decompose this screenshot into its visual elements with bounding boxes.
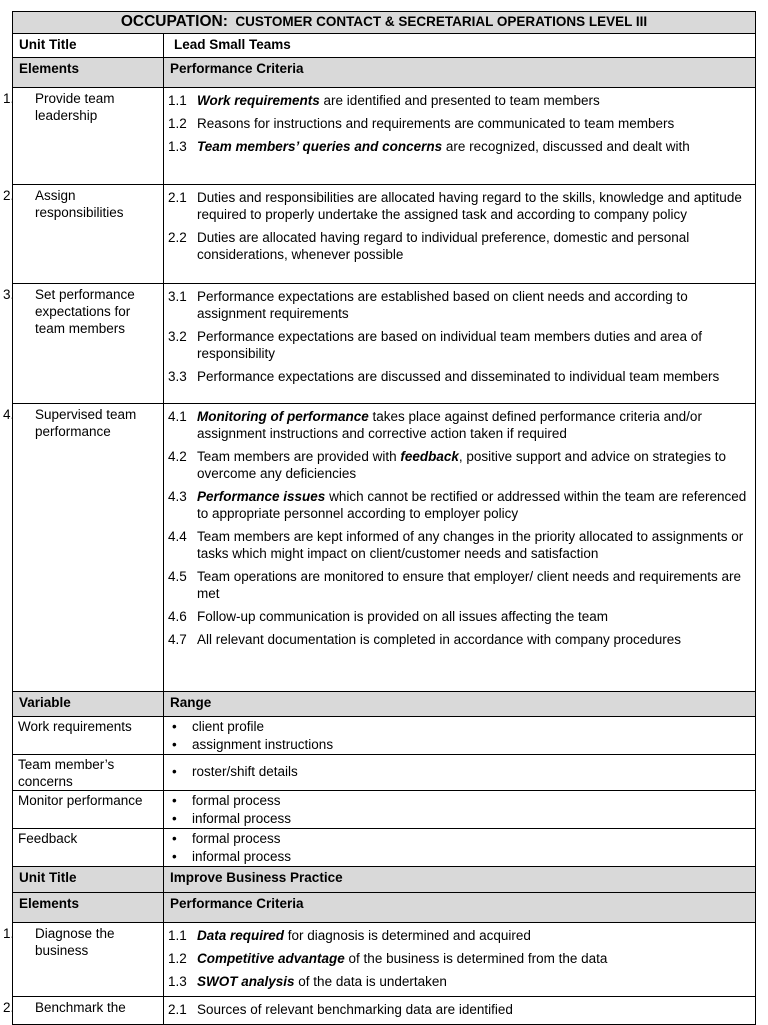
range-cell [164,791,756,829]
variable-name: Monitor performance [13,791,164,829]
criterion-text [197,115,751,132]
element-number: 3. [3,287,15,302]
range-cell [164,755,756,791]
criterion-keyword: Team members’ queries and concerns [197,139,443,154]
element-title: Diagnose the business [35,926,115,958]
criterion-number: 1.1 [168,93,187,108]
criterion-body: Performance expectations are established based on client needs and according to assignment requirements [197,289,688,321]
criterion-number: 4.5 [168,569,187,584]
criterion-body: Follow-up communication is provided on all issues affecting the team [197,609,608,624]
criterion [168,229,751,263]
criterion-number: 4.1 [168,409,187,424]
criterion-keyword: Work requirements [197,93,320,108]
element-title: Assign responsibilities [35,188,124,220]
element-name [3,187,157,221]
criterion-number: 2.1 [168,1002,187,1017]
criterion [168,1001,751,1018]
variable-label: Variable [13,692,164,717]
criterion-text [197,408,751,442]
unit-title-value: Lead Small Teams [164,34,756,58]
element-title: Set performance expectations for team members [35,287,135,336]
range-item: • roster/shift details [172,763,751,781]
element-cell [3,923,164,997]
element-name [3,999,157,1016]
element-row [13,923,756,997]
element-title: Provide team leadership [35,91,115,123]
element-row [13,284,756,404]
criterion-keyword: Performance issues [197,489,326,504]
criterion-text [197,92,751,109]
elements-label: Elements [13,58,164,88]
criterion-keyword: SWOT analysis [197,974,295,989]
unit2-title-value: Improve Business Practice [164,867,756,893]
criterion [168,631,751,648]
range-list [172,756,751,781]
criterion [168,138,751,155]
criterion-body: are recognized, discussed and dealt with [442,139,690,154]
criterion-body: of the business is determined from the data [344,951,608,966]
element-cell [3,185,164,284]
variable-name: Team member’s concerns [13,755,164,791]
criterion-body: of the data is undertaken [294,974,447,989]
criteria-cell [164,88,756,185]
unit2-title-row [13,867,756,893]
unit2-criteria-label: Performance Criteria [164,893,756,923]
element-name [3,925,157,959]
criterion [168,328,751,362]
range-list [172,718,751,754]
criterion-body: Performance expectations are discussed and disseminated to individual team members [197,369,720,384]
criterion-prefix: Team members are provided with [197,449,401,464]
criteria-cell [164,923,756,997]
criterion [168,368,751,385]
range-list [172,792,751,828]
element-row [13,185,756,284]
criterion [168,448,751,482]
criterion-number: 2.1 [168,190,187,205]
range-item: • assignment instructions [172,736,751,754]
variable-row [13,755,756,791]
criterion-body: Duties are allocated having regard to individual preference, domestic and personal considerations, whenever possible [197,230,690,262]
element-cell [3,88,164,185]
element-number: 1. [3,926,15,941]
criterion-keyword: feedback [400,449,459,464]
element-name [3,286,157,337]
range-cell [164,717,756,755]
occupation-label: OCCUPATION [120,13,223,30]
criteria-cell [164,284,756,404]
variable-row [13,717,756,755]
criterion-number: 4.7 [168,632,187,647]
criterion-body: Sources of relevant benchmarking data are identified [197,1002,513,1017]
element-number: 4. [3,407,15,422]
unit1-elements [3,88,756,692]
criterion-body: are identified and presented to team members [319,93,600,108]
criterion-text [197,528,751,562]
unit2-elements [3,923,756,1025]
criterion-number: 1.2 [168,116,187,131]
unit-title-row [13,34,756,58]
range-item: • informal process [172,848,751,866]
criterion-text [197,189,751,223]
criterion [168,568,751,602]
element-name [3,90,157,124]
criterion [168,92,751,109]
unit2-elements-label: Elements [13,893,164,923]
unit1-variables [13,717,756,867]
element-cell [3,404,164,692]
criterion-text [197,328,751,362]
occupation-value: CUSTOMER CONTACT & SECRETARIAL OPERATIONS LEVEL III [235,14,648,29]
unit2-title-label: Unit Title [13,867,164,893]
unit2-elements-header-row [13,893,756,923]
element-name [3,406,157,440]
range-list [172,830,751,866]
range-label: Range [164,692,756,717]
element-number: 2. [3,1000,15,1015]
range-item: • formal process [172,792,751,810]
unit-title-label: Unit Title [13,34,164,58]
criterion-body: All relevant documentation is completed in accordance with company procedures [197,632,682,647]
criterion-text [197,448,751,482]
criteria-cell [164,185,756,284]
criteria-cell [164,997,756,1025]
criterion-text [197,927,751,944]
range-cell [164,829,756,867]
criterion-text [197,631,751,648]
criterion-number: 4.2 [168,449,187,464]
occupation-row [13,12,756,34]
criterion-number: 2.2 [168,230,187,245]
occupation-heading: OCCUPATION: CUSTOMER CONTACT & SECRETARIAL OPERATIONS LEVEL III [13,12,756,34]
criterion-text [197,973,751,990]
criterion-number: 1.2 [168,951,187,966]
variable-name: Work requirements [13,717,164,755]
criterion-text [197,568,751,602]
elements-header-row [13,58,756,88]
variable-name: Feedback [13,829,164,867]
criterion-body: which cannot be rectified or addressed within the team are referenced to appropriate personnel according to employer policy [197,489,747,521]
criterion-body: Reasons for instructions and requirements are communicated to team members [197,116,675,131]
criterion [168,927,751,944]
element-number: 2. [3,188,15,203]
criterion-body: Team members are kept informed of any changes in the priority allocated to assignments or tasks which might impact on client/customer needs and satisfaction [197,529,744,561]
criterion [168,950,751,967]
variable-header-row [13,692,756,717]
criterion-number: 4.3 [168,489,187,504]
criterion-body: Team operations are monitored to ensure that employer/ client needs and requirements are met [197,569,742,601]
criterion [168,488,751,522]
criterion-text [197,608,751,625]
element-title: Supervised team performance [35,407,137,439]
element-cell [3,997,164,1025]
criterion [168,973,751,990]
criterion [168,408,751,442]
criterion-number: 3.3 [168,369,187,384]
element-row [13,404,756,692]
criteria-label: Performance Criteria [164,58,756,88]
element-row [13,997,756,1025]
criterion [168,608,751,625]
criterion-body: takes place against defined performance criteria and/or assignment instructions and corrective action taken if required [197,409,702,441]
range-item: • formal process [172,830,751,848]
range-item: • client profile [172,718,751,736]
criterion [168,528,751,562]
competency-table [3,11,756,1025]
criterion-text [197,229,751,263]
criterion-number: 3.1 [168,289,187,304]
criterion-number: 4.4 [168,529,187,544]
criterion-text [197,288,751,322]
criterion-text [197,1001,751,1018]
criterion-keyword: Data required [197,928,285,943]
variable-row [13,791,756,829]
criterion [168,115,751,132]
criterion-number: 1.1 [168,928,187,943]
competency-document [3,11,755,1025]
criterion-text [197,488,751,522]
criterion [168,189,751,223]
criterion-body: , positive support and advice on strategies to overcome any deficiencies [197,449,727,481]
criterion-keyword: Monitoring of performance [197,409,369,424]
element-row [13,88,756,185]
criterion-body: Duties and responsibilities are allocated having regard to the skills, knowledge and aptitude required to properly undertake the assigned task and according to company policy [197,190,742,222]
criterion-body: Performance expectations are based on individual team members duties and area of responsibility [197,329,703,361]
element-cell [3,284,164,404]
element-number: 1. [3,91,15,106]
criterion-number: 4.6 [168,609,187,624]
criterion-number: 3.2 [168,329,187,344]
criteria-cell [164,404,756,692]
criterion-number: 1.3 [168,974,187,989]
variable-row [13,829,756,867]
criterion-body: for diagnosis is determined and acquired [284,928,531,943]
criterion [168,288,751,322]
criterion-text [197,368,751,385]
criterion-number: 1.3 [168,139,187,154]
range-item: • informal process [172,810,751,828]
element-title: Benchmark the [35,1000,126,1015]
criterion-text [197,950,751,967]
criterion-text [197,138,751,155]
criterion-keyword: Competitive advantage [197,951,345,966]
